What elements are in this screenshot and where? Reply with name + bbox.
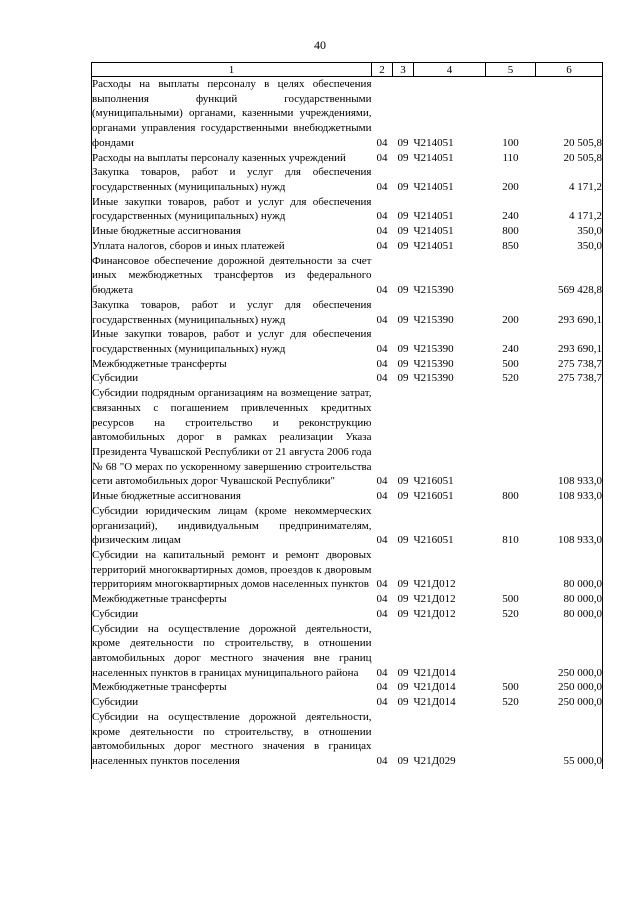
row-name: Межбюджетные трансферты	[92, 592, 372, 607]
amount: 275 738,7	[536, 357, 603, 372]
expense-type-code	[486, 622, 536, 681]
section-code: 04	[376, 578, 388, 591]
table-row	[92, 489, 603, 504]
subsection-code: 09	[397, 578, 409, 591]
amount: 20 505,8	[536, 151, 603, 166]
table-row	[92, 371, 603, 386]
subsection-code: 09	[397, 225, 409, 238]
page-number: 40	[314, 38, 326, 52]
section-code: 04	[376, 666, 388, 679]
table-row	[92, 151, 603, 166]
amount: 293 690,1	[536, 327, 603, 356]
header-col-2: 2	[372, 63, 393, 77]
amount: 20 505,8	[536, 77, 603, 151]
subsection-code: 09	[397, 593, 409, 606]
subsection-code: 09	[397, 681, 409, 694]
target-article-code: Ч21Д012	[413, 593, 456, 606]
amount: 350,0	[536, 224, 603, 239]
table-row	[92, 195, 603, 224]
expense-type-code: 200	[502, 181, 519, 194]
expense-type-code: 240	[502, 342, 519, 355]
budget-table	[91, 62, 603, 769]
row-name: Субсидии	[92, 607, 372, 622]
expense-type-code: 500	[502, 593, 519, 606]
section-code: 04	[376, 681, 388, 694]
table-row	[92, 165, 603, 194]
section-code: 04	[376, 284, 388, 297]
subsection-code: 09	[397, 490, 409, 503]
table-row	[92, 254, 603, 298]
expense-type-code	[486, 254, 536, 298]
target-article-code: Ч214051	[413, 151, 454, 164]
target-article-code: Ч216051	[413, 475, 454, 488]
target-article-code: Ч214051	[413, 210, 454, 223]
section-code: 04	[376, 475, 388, 488]
header-col-6: 6	[536, 63, 603, 77]
target-article-code: Ч215390	[413, 372, 454, 385]
row-name: Закупка товаров, работ и услуг для обеспечения государственных (муниципальных) нужд	[92, 166, 372, 194]
row-name: Закупка товаров, работ и услуг для обеспечения государственных (муниципальных) нужд	[92, 298, 372, 326]
target-article-code: Ч21Д014	[413, 696, 456, 709]
expense-type-code: 810	[502, 534, 519, 547]
section-code: 04	[376, 534, 388, 547]
expense-type-code: 240	[502, 210, 519, 223]
table-header	[92, 63, 603, 77]
amount: 275 738,7	[536, 371, 603, 386]
target-article-code: Ч215390	[413, 342, 454, 355]
header-col-1: 1	[92, 63, 372, 77]
amount: 108 933,0	[536, 489, 603, 504]
target-article-code: Ч214051	[413, 225, 454, 238]
subsection-code: 09	[397, 151, 409, 164]
target-article-code: Ч21Д014	[413, 666, 456, 679]
section-code: 04	[376, 181, 388, 194]
row-name: Финансовое обеспечение дорожной деятельности за счет иных межбюджетных трансфертов из федерального бюджета	[92, 254, 372, 297]
table-row	[92, 592, 603, 607]
subsection-code: 09	[397, 210, 409, 223]
amount: 80 000,0	[536, 592, 603, 607]
section-code: 04	[376, 239, 388, 252]
expense-type-code: 520	[502, 696, 519, 709]
row-name: Иные бюджетные ассигнования	[92, 224, 372, 239]
amount: 55 000,0	[536, 710, 603, 769]
row-name: Субсидии юридическим лицам (кроме некоммерческих организаций), индивидуальным предпринимателям, физическим лицам	[92, 504, 372, 547]
amount: 569 428,8	[536, 254, 603, 298]
section-code: 04	[376, 342, 388, 355]
target-article-code: Ч21Д012	[413, 607, 456, 620]
table-row	[92, 386, 603, 489]
target-article-code: Ч21Д029	[413, 755, 456, 768]
subsection-code: 09	[397, 136, 409, 149]
expense-type-code: 520	[502, 372, 519, 385]
section-code: 04	[376, 755, 388, 768]
table-row	[92, 622, 603, 681]
row-name: Субсидии на осуществление дорожной деятельности, кроме деятельности по строительству, в отношении автомобильных дорог местного значения в границах населенных пунктов поселения	[92, 710, 372, 768]
table-row	[92, 224, 603, 239]
subsection-code: 09	[397, 696, 409, 709]
row-name: Субсидии на осуществление дорожной деятельности, кроме деятельности по строительству, в отношении автомобильных дорог местного значения вне границ населенных пунктов в границах муниципального района	[92, 622, 372, 679]
table-row	[92, 239, 603, 254]
expense-type-code	[486, 548, 536, 592]
target-article-code: Ч215390	[413, 313, 454, 326]
subsection-code: 09	[397, 534, 409, 547]
target-article-code: Ч21Д014	[413, 681, 456, 694]
amount: 250 000,0	[536, 622, 603, 681]
section-code: 04	[376, 372, 388, 385]
amount: 250 000,0	[536, 680, 603, 695]
target-article-code: Ч216051	[413, 490, 454, 503]
expense-type-code: 100	[502, 136, 519, 149]
table-row	[92, 357, 603, 372]
subsection-code: 09	[397, 313, 409, 326]
expense-type-code: 110	[502, 151, 519, 164]
subsection-code: 09	[397, 181, 409, 194]
amount: 108 933,0	[536, 386, 603, 489]
amount: 350,0	[536, 239, 603, 254]
section-code: 04	[376, 696, 388, 709]
subsection-code: 09	[397, 357, 409, 370]
expense-type-code	[486, 710, 536, 769]
expense-type-code: 520	[502, 607, 519, 620]
section-code: 04	[376, 225, 388, 238]
subsection-code: 09	[397, 607, 409, 620]
subsection-code: 09	[397, 342, 409, 355]
target-article-code: Ч216051	[413, 534, 454, 547]
table-row	[92, 710, 603, 769]
table-row	[92, 680, 603, 695]
table-row	[92, 77, 603, 151]
row-name: Межбюджетные трансферты	[92, 680, 372, 695]
subsection-code: 09	[397, 755, 409, 768]
subsection-code: 09	[397, 239, 409, 252]
header-col-3: 3	[393, 63, 414, 77]
amount: 4 171,2	[536, 165, 603, 194]
table-row	[92, 327, 603, 356]
amount: 108 933,0	[536, 504, 603, 548]
target-article-code: Ч214051	[413, 181, 454, 194]
amount: 80 000,0	[536, 548, 603, 592]
target-article-code: Ч214051	[413, 136, 454, 149]
expense-type-code: 800	[502, 490, 519, 503]
target-article-code: Ч215390	[413, 284, 454, 297]
table-row	[92, 695, 603, 710]
subsection-code: 09	[397, 666, 409, 679]
section-code: 04	[376, 357, 388, 370]
amount: 80 000,0	[536, 607, 603, 622]
table-row	[92, 504, 603, 548]
section-code: 04	[376, 593, 388, 606]
amount: 250 000,0	[536, 695, 603, 710]
subsection-code: 09	[397, 284, 409, 297]
target-article-code: Ч215390	[413, 357, 454, 370]
table-row	[92, 298, 603, 327]
row-name: Субсидии	[92, 371, 372, 386]
target-article-code: Ч21Д012	[413, 578, 456, 591]
row-name: Субсидии на капитальный ремонт и ремонт дворовых территорий многоквартирных домов, проездов к дворовым территориям многоквартирных домов населенных пунктов	[92, 549, 372, 591]
row-name: Межбюджетные трансферты	[92, 357, 372, 372]
subsection-code: 09	[397, 475, 409, 488]
expense-type-code: 500	[502, 357, 519, 370]
section-code: 04	[376, 151, 388, 164]
amount: 4 171,2	[536, 195, 603, 224]
table-row	[92, 607, 603, 622]
expense-type-code	[486, 386, 536, 489]
header-col-4: 4	[414, 63, 486, 77]
row-name: Иные бюджетные ассигнования	[92, 489, 372, 504]
row-name: Расходы на выплаты персоналу казенных учреждений	[92, 151, 372, 166]
header-col-5: 5	[486, 63, 536, 77]
target-article-code: Ч214051	[413, 239, 454, 252]
expense-type-code: 800	[502, 225, 519, 238]
section-code: 04	[376, 313, 388, 326]
section-code: 04	[376, 490, 388, 503]
expense-type-code: 200	[502, 313, 519, 326]
section-code: 04	[376, 607, 388, 620]
row-name: Уплата налогов, сборов и иных платежей	[92, 239, 372, 254]
subsection-code: 09	[397, 372, 409, 385]
section-code: 04	[376, 136, 388, 149]
row-name: Субсидии	[92, 695, 372, 710]
table-body	[92, 77, 603, 769]
row-name: Субсидии подрядным организациям на возмещение затрат, связанных с погашением привлеченных кредитных ресурсов на строительство и реконструкцию автомобильных дорог в рамках реализации Указа Президента Чувашской Республики от 21 августа 2006 года № 68 "О мерах по ускоренному завершению строительства сети автомобильных дорог Чувашской Республики"	[92, 387, 372, 488]
row-name: Иные закупки товаров, работ и услуг для обеспечения государственных (муниципальных) нужд	[92, 328, 372, 355]
expense-type-code: 850	[502, 239, 519, 252]
amount: 293 690,1	[536, 298, 603, 327]
row-name: Расходы на выплаты персоналу в целях обеспечения выполнения функций государственными (муниципальными) органами, казенными учреждениями, органами управления государственными внебюджетными фондами	[92, 78, 372, 149]
section-code: 04	[376, 210, 388, 223]
row-name: Иные закупки товаров, работ и услуг для обеспечения государственных (муниципальных) нужд	[92, 195, 372, 223]
table-row	[92, 548, 603, 592]
expense-type-code: 500	[502, 681, 519, 694]
